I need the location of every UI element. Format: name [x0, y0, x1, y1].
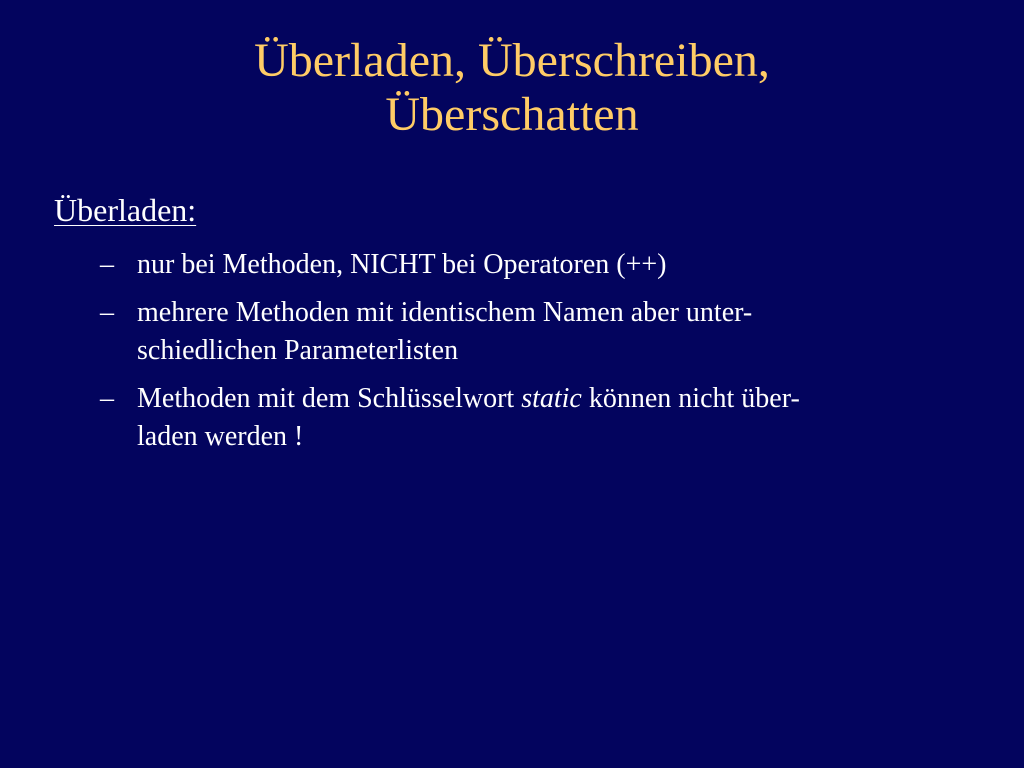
bullet-text-continued: schiedlichen Parameterlisten — [137, 335, 459, 366]
title-line-2: Überschatten — [385, 88, 639, 141]
dash-bullet: – — [100, 383, 114, 414]
dash-bullet: – — [100, 297, 114, 328]
bullet-text: mehrere Methoden mit identischem Namen aber unter- — [137, 297, 753, 328]
section-heading: Überladen: — [54, 192, 197, 228]
bullet-text-part: können nicht über- — [581, 383, 800, 414]
bullet-text-part: Methoden mit dem Schlüsselwort — [137, 383, 522, 414]
bullet-item — [100, 294, 980, 370]
slide-title — [0, 34, 1024, 142]
bullet-text-continued: laden werden ! — [137, 421, 304, 452]
title-line-1: Überladen, Überschreiben, — [254, 34, 770, 87]
bullet-item — [100, 380, 980, 456]
bullet-list — [100, 246, 980, 466]
bullet-item — [100, 246, 980, 284]
bullet-text — [137, 380, 980, 418]
dash-bullet: – — [100, 249, 114, 280]
keyword-static: static — [521, 383, 582, 414]
bullet-text: nur bei Methoden, NICHT bei Operatoren (++) — [137, 249, 667, 280]
